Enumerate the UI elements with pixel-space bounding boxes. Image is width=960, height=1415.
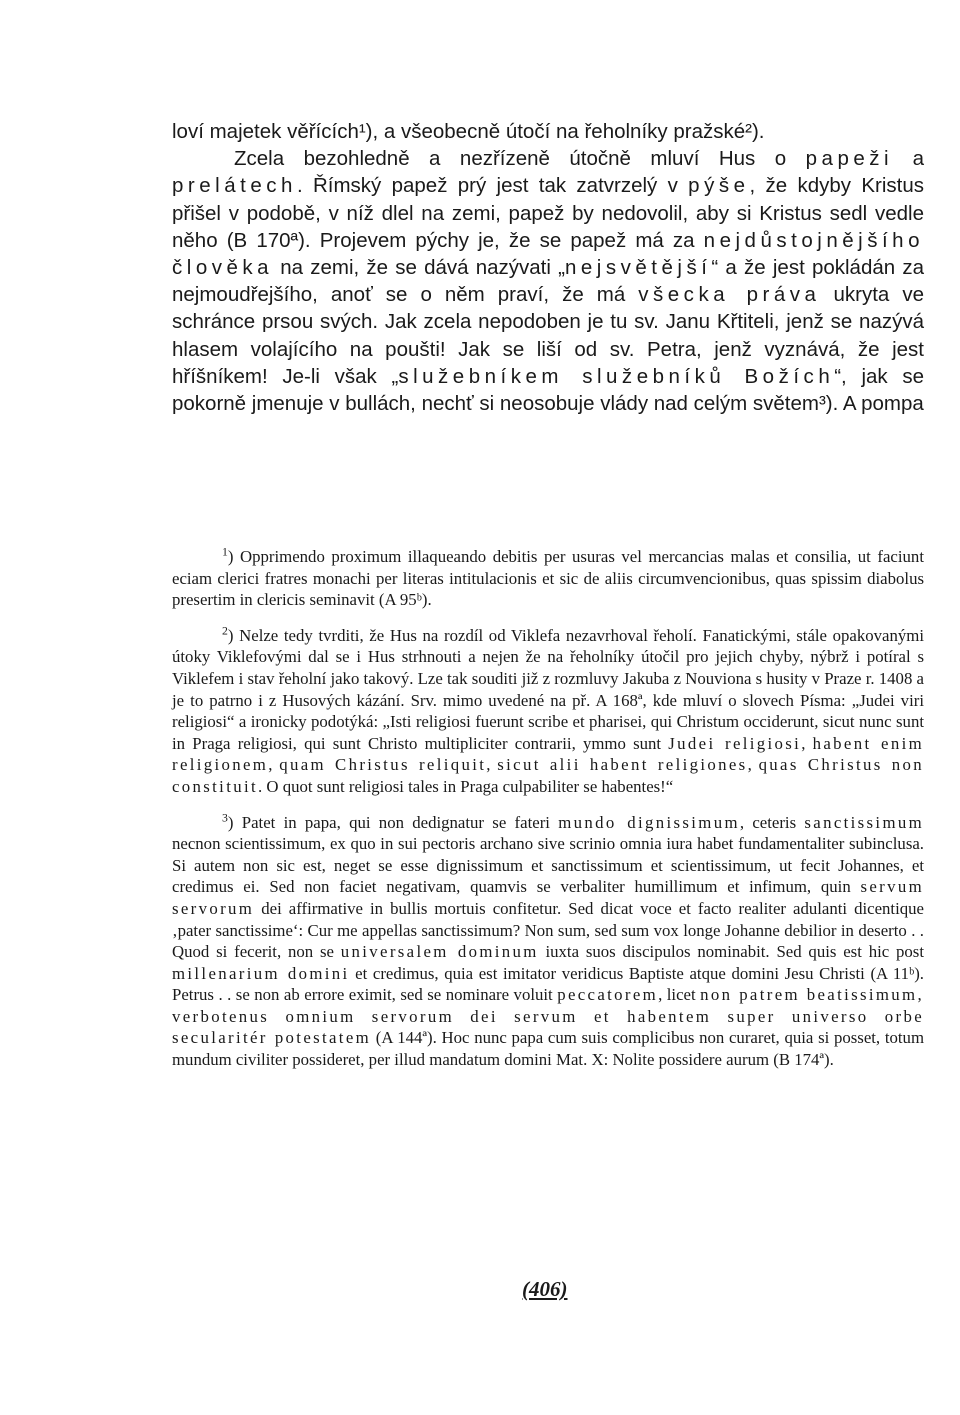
footnote-3 [172, 812, 924, 1071]
text-run: Nelze tedy tvrditi, že Hus na rozdíl od Viklefa nezavrhoval řeholí. Fanatickými, stále opakovanými útoky Viklefovými dal se i Hus strhnouti a nejen že na řeholníky útočil pro jejich chyby, nýbrž i potíral s Viklefem i stav řeholní jako takový. Lze tak souditi již z rozmluvy Jakuba z Nouviona s husity v Praze r. 1408 a je to patrno i z Husových kázání. Srv. mimo uvedené na př. A 168ª, kde mluví o slovech Písma: „Judei viri religiosi“ a ironicky podotýká: „Isti religiosi fuerunt scribe et pharisei, qui Christum occiderunt, sicut nunc sunt in Praga religiosi, qui sunt Christo multipliciter contrarii, ymmo sunt [172, 625, 924, 753]
spaced-word: prelátech [172, 174, 297, 198]
text-run: na zemi, že se dává nazývati „ [273, 256, 565, 280]
footnote-marker: 2 [222, 624, 228, 638]
page-number: (406) [522, 1277, 568, 1301]
footnote-3-number: $^3$) [222, 811, 242, 832]
paragraph-2 [172, 145, 924, 417]
spaced-word: nejdůstojnějšího člověka [172, 228, 924, 280]
spaced-word: Judei religiosi [668, 733, 802, 753]
footnote-2 [172, 625, 924, 798]
text-run: “, jak se pokorně jmenuje v bullách, nechť si neosobuje vlády nad celým světem³). A pompa [172, 364, 924, 416]
spaced-word: sicut alii habent religiones [497, 755, 748, 775]
text-run: . O quot sunt religiosi tales in Praga culpabiliter se habentes!“ [257, 776, 674, 796]
spaced-word: millenarium domini [172, 963, 350, 983]
spaced-word: universalem dominum [340, 942, 539, 962]
text-run: . Římský papež prý jest tak zatvrzelý v [296, 174, 689, 198]
spaced-word: všecka práva [638, 283, 821, 307]
footnote-1 [172, 546, 924, 611]
text-run: ukryta ve schránce prsou svých. Jak zcela nepodoben je tu sv. Janu Křtiteli, jenž se nazývá hlasem volajícího na poušti! Jak se liší od sv. Petra, jenž vyznává, že jest hříšníkem! Je-li však „ [172, 283, 924, 388]
page [172, 118, 925, 1301]
text-run: iuxta suos discipulos nominabit. Sed quis est hic post [538, 942, 924, 962]
text-run: “ a že jest pokládán za nejmoudřejšího, anoť se o něm praví, že má [172, 256, 924, 307]
spaced-word: servum servorum [172, 877, 924, 918]
text-run: , ceteris [739, 812, 805, 832]
spaced-word: služebníkem služebníků Božích [398, 364, 835, 388]
footnote-2-number: $^2$) [222, 624, 240, 645]
text-run: a [893, 147, 924, 171]
footnote-1-number: $^1$) [222, 545, 241, 566]
spaced-word: peccatorem [557, 985, 659, 1005]
text-run: necnon scientissimum, ex quo in sui pectoris archano sive scrinio omnia iura habet fundamentaliter subinclusa. Si autem non sic est, neget se esse dignissimum et sanctissimum et scientissimum, ut fecit Johannes, et credimus ei. Sed non faciet negativam, quamvis se verbaliter humillimum et infimum, quin [172, 834, 924, 897]
text-run: , [486, 755, 498, 775]
text-run: , že kdyby Kristus přišel v podobě, v níž dlel na zemi, papež by nedovolil, aby si Kristus sedl vedle něho (B 170ª). Projevem pýchy je, že se papež má za [172, 174, 925, 252]
spaced-word: quas Christus non constituit [172, 755, 925, 796]
paragraph-1 [172, 118, 924, 145]
footnote-1-text: Opprimendo proximum illaqueando debitis per usuras vel mercancias malas et consilia, ut faciunt eciam clerici fratres monachi per literas intitulacionis et sic de aliis circumvencionibus, quas spissim diabolus presertim in clericis seminavit (A 95ᵇ). [172, 547, 924, 610]
text-run: , [801, 733, 813, 753]
footnote-marker: 1 [222, 545, 228, 559]
spaced-word: nejsvětější [564, 256, 712, 280]
spaced-word: sanctissimum [804, 812, 924, 832]
footnotes [172, 546, 924, 1071]
text-run: , [268, 755, 280, 775]
text-run: et credimus, quia est imitator veridicus Baptiste atque domini Jesu Christi (A 11ᵇ). Petrus . . se non ab errore eximit, sed se nominare voluit [172, 963, 924, 1005]
spaced-word: habent enim religionem [172, 733, 924, 775]
text-run: (A 144ª). Hoc nunc papa cum suis complicibus non curaret, quia si posset, totum mundum civiliter possideret, per illud mandatum domini Mat. X: Nolite possidere aurum (B 174ª). [172, 1028, 924, 1070]
text-run: , [747, 755, 759, 775]
spaced-word: quam Christus reliquit [279, 755, 487, 775]
text-run: Zcela bezohledně a nezřízeně útočně mluví Hus o [234, 147, 806, 171]
text-run: , licet [658, 985, 701, 1005]
main-text [172, 118, 924, 417]
paragraph-1-text: loví majetek věřících¹), a všeobecně útočí na řeholníky pražské²). [172, 120, 765, 143]
footnote-marker: 3 [222, 811, 228, 825]
text-run: Patet in papa, qui non dedignatur se fateri [241, 812, 559, 832]
spaced-word: non patrem beatissimum, verbotenus omnium servorum dei servum et habentem super universo orbe secularitér potestatem [172, 985, 924, 1048]
text-run: dei affirmative in bullis mortuis confitetur. Sed dicat voce et facto realiter adulanti dicentique ‚pater sanctissime‘: Cur me appellas sanctissimum? Non sum, sed sum vox longe Johanne debilior in deserto . . Quod si fecerit, non se [172, 898, 924, 962]
spaced-word: pýše [688, 174, 750, 198]
spaced-word: papeži [805, 147, 894, 171]
spaced-word: mundo dignissimum [558, 812, 740, 832]
